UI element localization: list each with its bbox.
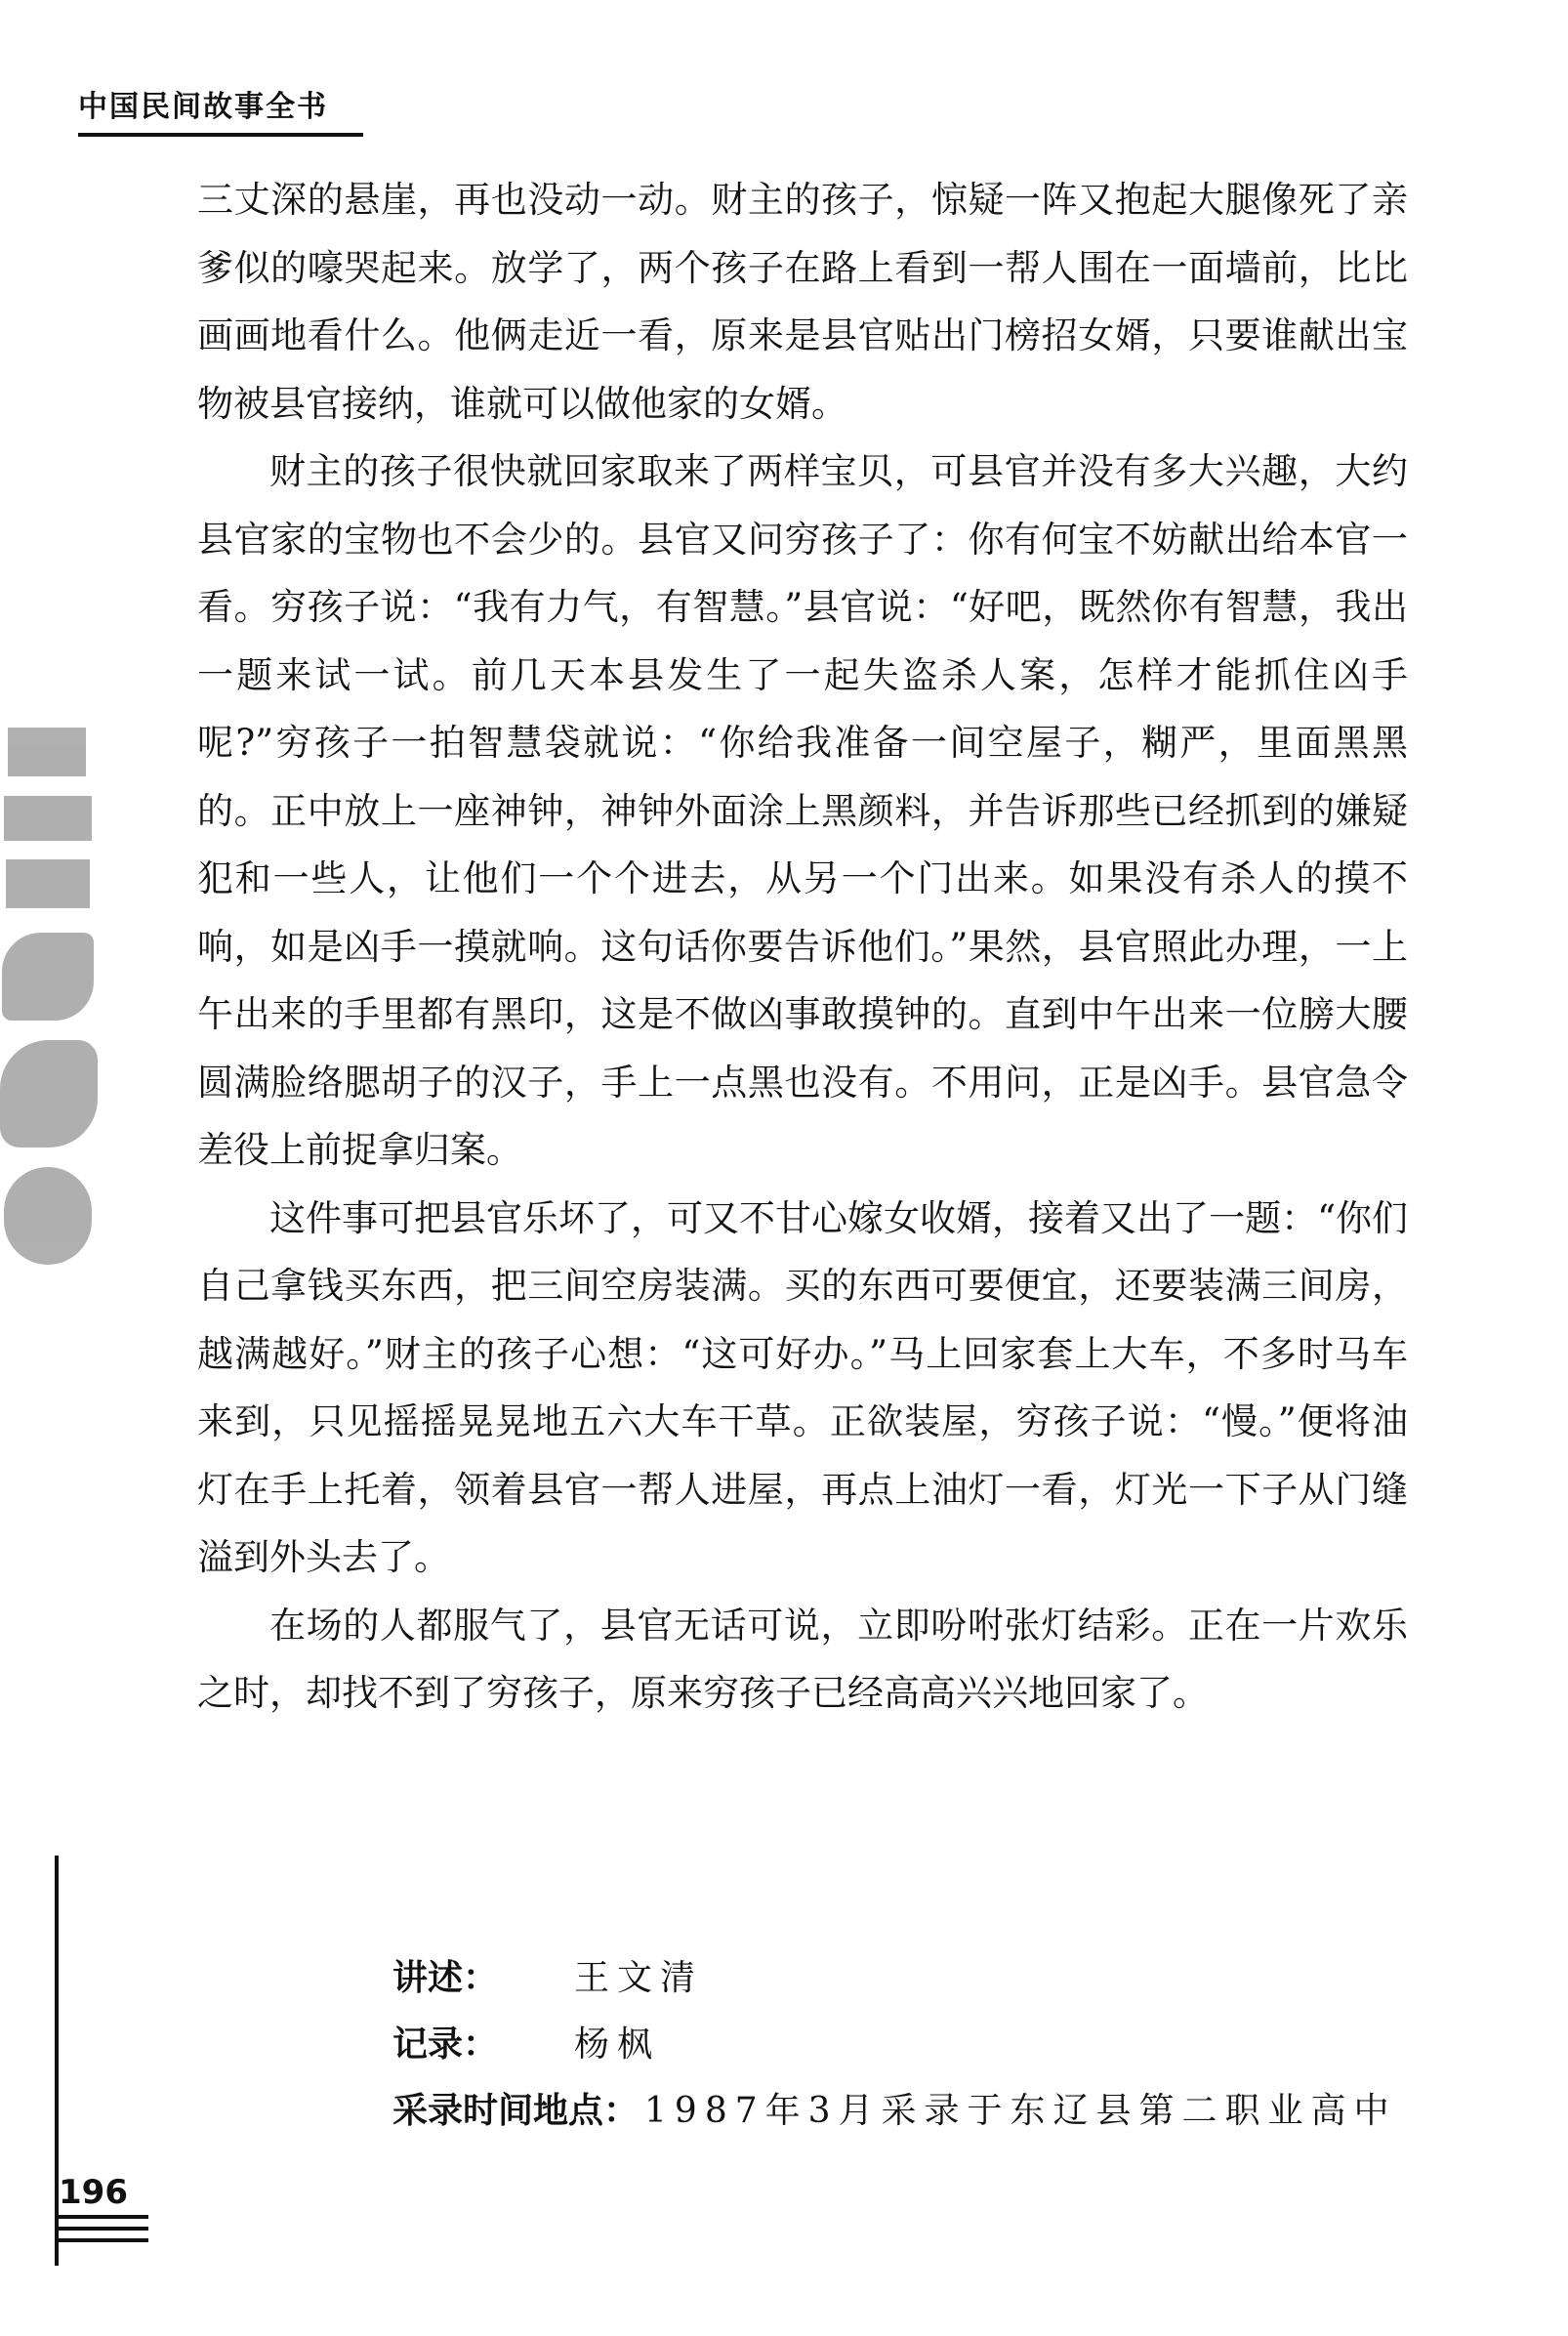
recorder-label xyxy=(392,2012,568,2078)
narrator-name: 王文清 xyxy=(574,1958,704,1998)
footer-rule-3 xyxy=(55,2238,148,2242)
running-head: 中国民间故事全书 xyxy=(78,90,328,124)
paragraph-3: 这件事可把县官乐坏了，可又不甘心嫁女收婿，接着又出了一题：“你们自己拿钱买东西，把三间空房装满。买的东西可要便宜，还要装满三间房，越满越好。”财主的孩子心想：“这可好办。”马上回家套上大车，不多时马车来到，只见摇摇晃晃地五六大车干草。正欲装屋，穷孩子说：“慢。”便将油灯在手上托着，领着县官一帮人进屋，再点上油灯一看，灯光一下子从门缝溢到外头去了。 xyxy=(197,1196,1408,1578)
header-rule xyxy=(78,133,363,137)
time-place-label: 采录时间地点： xyxy=(392,2091,640,2131)
story-body xyxy=(197,166,1408,1728)
recorder-label-text: 记录： xyxy=(392,2024,499,2065)
footer-rule-2 xyxy=(55,2227,148,2231)
time-place-value: 1987年3月采录于东辽县第二职业高中 xyxy=(644,2091,1397,2131)
side-decoration xyxy=(0,728,107,1274)
paragraph-2: 财主的孩子很快就回家取来了两样宝贝，可县官并没有多大兴趣，大约县官家的宝物也不会少的。县官又问穷孩子了：你有何宝不妨献出给本官一看。穷孩子说：“我有力气，有智慧。”县官说：“好吧，既然你有智慧，我出一题来试一试。前几天本县发生了一起失盗杀人案，怎样才能抓住凶手呢?”穷孩子一拍智慧袋就说：“你给我准备一间空屋子，糊严，里面黑黑的。正中放上一座神钟，神钟外面涂上黑颜料，并告诉那些已经抓到的嫌疑犯和一些人，让他们一个个进去，从另一个门出来。如果没有杀人的摸不响，如是凶手一摸就响。这句话你要告诉他们。”果然，县官照此办理，一上午出来的手里都有黑印，这是不做凶事敢摸钟的。直到中午出来一位膀大腰圆满脸络腮胡子的汉子，手上一点黑也没有。不用问，正是凶手。县官急令差役上前捉拿归案。 xyxy=(197,450,1408,1171)
credit-recorder xyxy=(392,2012,1397,2078)
footer-rule-1 xyxy=(55,2215,148,2219)
narrator-label-text: 讲述： xyxy=(392,1958,499,1998)
footer-rules xyxy=(55,2215,148,2250)
credit-narrator xyxy=(392,1945,1397,2012)
recorder-name: 杨枫 xyxy=(574,2024,661,2065)
paragraph-4: 在场的人都服气了，县官无话可说，立即吩咐张灯结彩。正在一片欢乐之时，却找不到了穷孩子，原来穷孩子已经高高兴兴地回家了。 xyxy=(197,1604,1408,1714)
narrator-label xyxy=(392,1945,568,2012)
paragraph-1: 三丈深的悬崖，再也没动一动。财主的孩子，惊疑一阵又抱起大腿像死了亲爹似的嚎哭起来。放学了，两个孩子在路上看到一帮人围在一面墙前，比比画画地看什么。他俩走近一看，原来是县官贴出门榜招女婿，只要谁献出宝物被县官接纳，谁就可以做他家的女婿。 xyxy=(197,179,1408,425)
credits-block xyxy=(392,1945,1397,2145)
page-number: 196 xyxy=(59,2173,128,2212)
credit-time-place xyxy=(392,2078,1397,2145)
